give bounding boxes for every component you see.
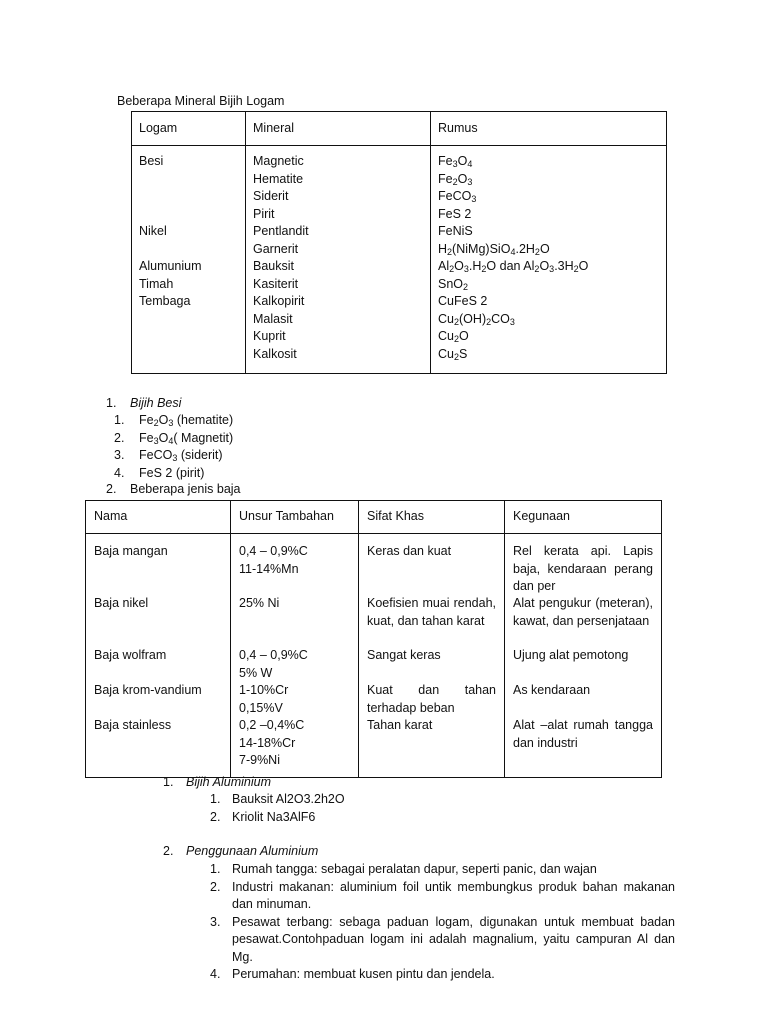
table-cell: Koefisien muai rendah, kuat, dan tahan karat [367,596,496,628]
baja-table [85,500,662,778]
rumus-cell: FeCO$_3$ [438,189,477,204]
list-item-number: 2. [114,430,125,445]
logam-cell: Besi [139,154,164,168]
logam-cell: Timah [139,276,174,291]
rumus-column [431,146,667,374]
mineral-cell: Kuprit [253,329,286,343]
list-item-text: Pesawat terbang: sebaga paduan logam, digunakan untuk membuat badan pesawat.Contohpaduan logam ini adalah magnalium, yaitu campuran Al dan Mg. [232,914,675,964]
list-item [114,465,414,483]
list-item-text: Rumah tangga: sebagai peralatan dapur, seperti panic, dan wajan [232,862,597,876]
table-cell: Rel kerata api. Lapis baja, kendaraan perang dan per [513,544,653,593]
table-cell: As kendaraan [513,683,591,697]
cell-line: 5% W [239,665,273,680]
section-heading-bijih-besi [130,395,181,413]
list-number: 1. [163,775,174,789]
table-cell [239,543,350,595]
header-mineral: Mineral [246,112,431,146]
nama-column [86,534,231,778]
table-cell: Kuat dan tahan terhadap beban [367,683,496,715]
penggunaan-aluminium-list [210,861,675,984]
table-cell: Ujung alat pemotong [513,648,629,662]
cell-line: 0,15%V [239,700,283,715]
header-rumus: Rumus [431,112,667,146]
rumus-cell: FeNiS [438,224,473,238]
list-item-number: 3. [114,448,125,462]
list-item-number: 3. [210,914,221,929]
list-item-number: 2. [210,879,221,894]
list-item-text: Industri makanan: aluminium foil untik membungkus produk bahan makanan dan minuman. [232,879,675,911]
mineral-cell: Kalkopirit [253,294,305,308]
rumus-cell: $Cu_2S$ [438,346,468,362]
mineral-cell: Siderit [253,189,289,203]
bijih-aluminium-list [210,791,510,826]
list-item-text: Perumahan: membuat kusen pintu dan jendela. [232,967,495,981]
mineral-cell: Garnerit [253,241,299,256]
table-cell: Alat pengukur (meteran), kawat, dan persenjataan [513,596,653,628]
list-item [210,914,675,967]
rumus-cell: CuFeS 2 [438,294,488,308]
list-item [210,809,510,827]
table-cell: Sangat keras [367,648,441,662]
list-item-number: 1. [210,862,221,876]
header-logam: Logam [132,112,246,146]
cell-line: 0,4 – 0,9%C [239,648,308,662]
list-item [210,791,510,809]
list-item-text: $Fe_3O_4$( Magnetit) [139,430,234,446]
list-item [210,861,675,879]
section-heading-text: Bijih Besi [130,396,182,410]
rumus-cell: $H_2(NiMg)SiO_4.2H_2O$ [438,241,550,257]
logam-cell [139,241,238,259]
list-item-text: FeCO$_3$ (siderit) [139,448,223,463]
section-heading-text: Bijih Aluminium [186,775,271,789]
rumus-cell: $Al_2O_3.H_2O$ dan $Al_2O_3.3H_2O$ [438,259,589,274]
cell-line: 11-14%Mn [239,561,299,576]
section-heading-jenis-baja: Beberapa jenis baja [130,482,241,496]
cell-line: 25% Ni [239,596,280,610]
cell-line: 0,4 – 0,9%C [239,544,308,558]
rumus-cell: $Cu_2(OH)_2CO_3$ [438,311,515,327]
list-item-text: Kriolit Na3AlF6 [232,809,316,824]
list-item [114,412,414,430]
rumus-cell: $Cu_2O$ [438,329,469,344]
mineral-cell: Magnetic [253,154,304,168]
list-item [210,879,675,914]
kegunaan-column [505,534,662,778]
header-sifat: Sifat Khas [359,501,505,534]
section-heading-text: Penggunaan Aluminium [186,844,319,858]
list-number: 1. [106,396,117,410]
table-cell: Tahan karat [367,718,433,732]
logam-column [132,146,246,374]
rumus-cell: FeS 2 [438,206,472,221]
rumus-cell: $Fe_3O_4$ [438,154,473,169]
section-heading-bijih-aluminium [186,774,271,792]
table-cell: Keras dan kuat [367,544,452,558]
table-cell: Baja krom-vandium [94,683,202,697]
bijih-besi-list [114,412,414,482]
logam-cell [139,171,238,189]
sifat-column [359,534,505,778]
list-item-text: $Fe_2O_3$ (hematite) [139,413,234,428]
list-item [114,447,414,465]
table-cell [239,595,350,647]
list-item-number: 4. [114,465,125,480]
table-cell: Baja stainless [94,718,172,732]
list-item-number: 4. [210,967,221,981]
header-kegunaan: Kegunaan [505,501,662,534]
list-item [210,966,675,984]
logam-cell [139,188,238,206]
table-cell [239,647,350,682]
list-number: 2. [163,844,174,858]
table-cell: Baja nikel [94,596,149,610]
logam-cell: Alumunium [139,259,202,273]
cell-line: 7-9%Ni [239,753,280,767]
cell-line: 0,2 –0,4%C [239,718,305,732]
list-item-number: 1. [114,413,125,427]
document-title: Beberapa Mineral Bijih Logam [117,94,285,108]
mineral-cell: Pirit [253,206,275,221]
table-cell: Baja mangan [94,544,168,558]
table-cell [239,717,350,770]
list-item-text: FeS 2 (pirit) [139,465,205,480]
header-unsur: Unsur Tambahan [231,501,359,534]
unsur-column [231,534,359,778]
cell-line: 1-10%Cr [239,683,289,697]
logam-cell: Nikel [139,224,167,238]
table-cell: Baja wolfram [94,648,167,662]
list-item-number: 1. [210,792,221,806]
mineral-cell: Hematite [253,171,304,186]
baja-table-body-row [86,534,662,778]
mineral-table-body-row [132,146,667,374]
rumus-cell: SnO$_2$ [438,276,469,292]
list-number: 2. [106,482,117,496]
header-nama: Nama [86,501,231,534]
mineral-cell: Kasiterit [253,276,299,291]
table-cell: Alat –alat rumah tangga dan industri [513,718,653,750]
list-item [114,430,414,448]
logam-cell: Tembaga [139,294,191,308]
mineral-table-header-row [132,112,667,146]
cell-line: 14-18%Cr [239,735,296,750]
mineral-cell: Malasit [253,311,293,326]
mineral-cell: Bauksit [253,259,294,273]
list-item-text: Bauksit Al2O3.2h2O [232,792,345,806]
baja-table-header-row [86,501,662,534]
logam-cell [139,206,238,224]
mineral-cell: Pentlandit [253,224,309,238]
mineral-cell: Kalkosit [253,346,297,361]
section-heading-penggunaan-aluminium [186,843,318,861]
rumus-cell: $Fe_2O_3$ [438,171,473,187]
list-item-number: 2. [210,809,221,824]
mineral-table [131,111,667,374]
table-cell [239,682,350,717]
mineral-column [246,146,431,374]
